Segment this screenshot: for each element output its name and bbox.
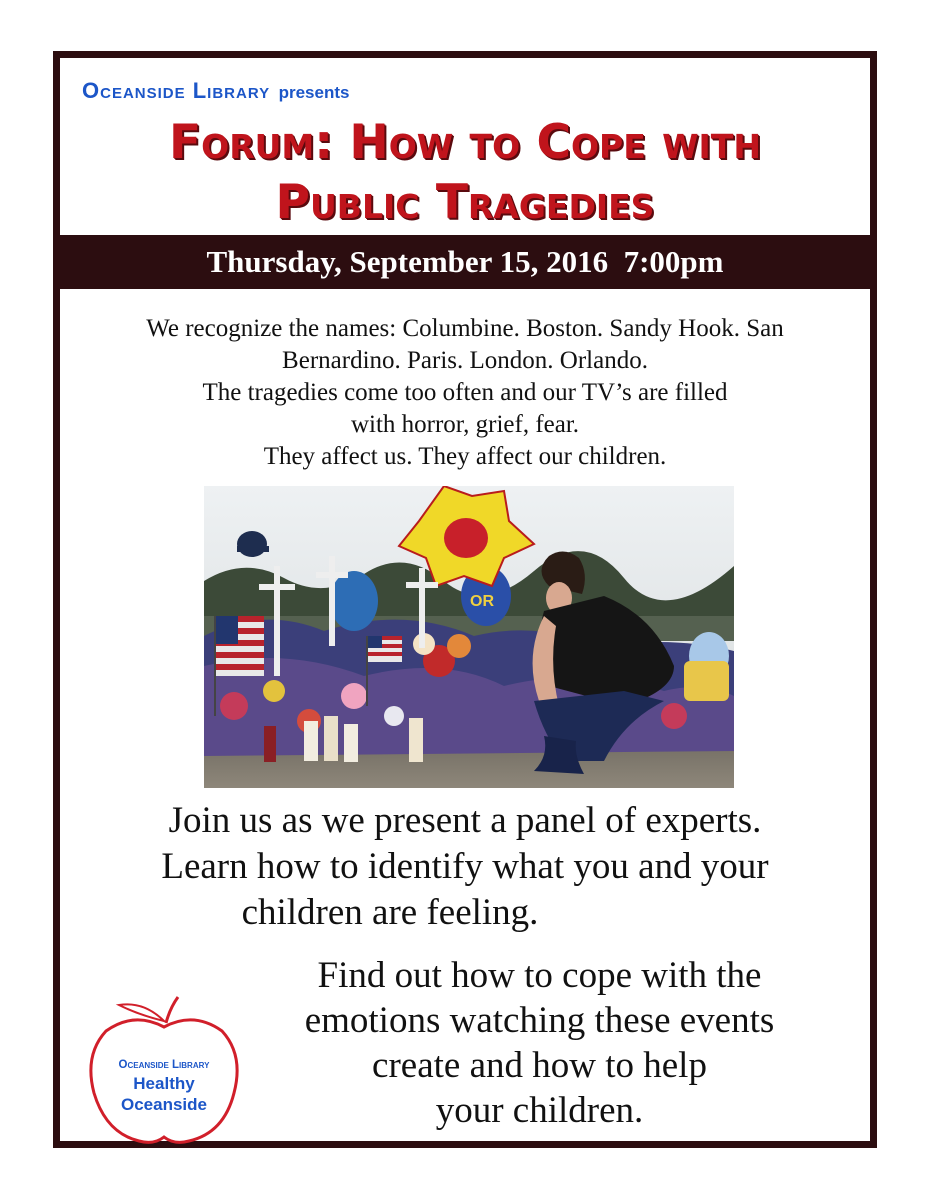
memorial-photo [204,486,734,788]
intro-text [60,313,870,473]
findout-line: Find out how to cope with the [317,955,762,996]
intro-line: We recognize the names: Columbine. Boston. Sandy Hook. San [146,315,784,342]
join-line: Learn how to identify what you and your [161,846,769,887]
join-line: children are feeling. [241,892,539,933]
logo-line-1: Oceanside Library [118,1059,210,1071]
title-line-1: Forum: How to Cope with [169,115,761,170]
presenter-line [82,78,349,104]
library-name: Oceanside Library [82,78,271,103]
intro-line: with horror, grief, fear. [350,411,580,438]
healthy-oceanside-logo [84,993,244,1148]
title-line-2: Public Tragedies [275,175,655,230]
intro-line: The tragedies come too often and our TV’s are filled [202,379,728,406]
join-line: Join us as we present a panel of experts. [168,800,762,841]
join-text [60,798,870,936]
event-datetime: Thursday, September 15, 2016 7:00pm [60,235,870,289]
stem-icon [166,997,178,1023]
logo-line-3: Oceanside [121,1095,207,1114]
intro-line: Bernardino. Paris. London. Orlando. [282,347,648,374]
balloon-label: OR [470,593,494,610]
leaf-icon [119,1004,164,1021]
findout-line: emotions watching these events [304,1000,775,1041]
findout-text [252,953,827,1133]
intro-line: They affect us. They affect our children. [263,443,667,470]
findout-line: create and how to help [372,1045,707,1086]
findout-line: your children. [435,1090,644,1131]
flyer-header [60,58,870,233]
logo-line-2: Healthy [133,1074,195,1093]
presents-text: presents [278,83,350,102]
flyer-frame [53,51,877,1148]
